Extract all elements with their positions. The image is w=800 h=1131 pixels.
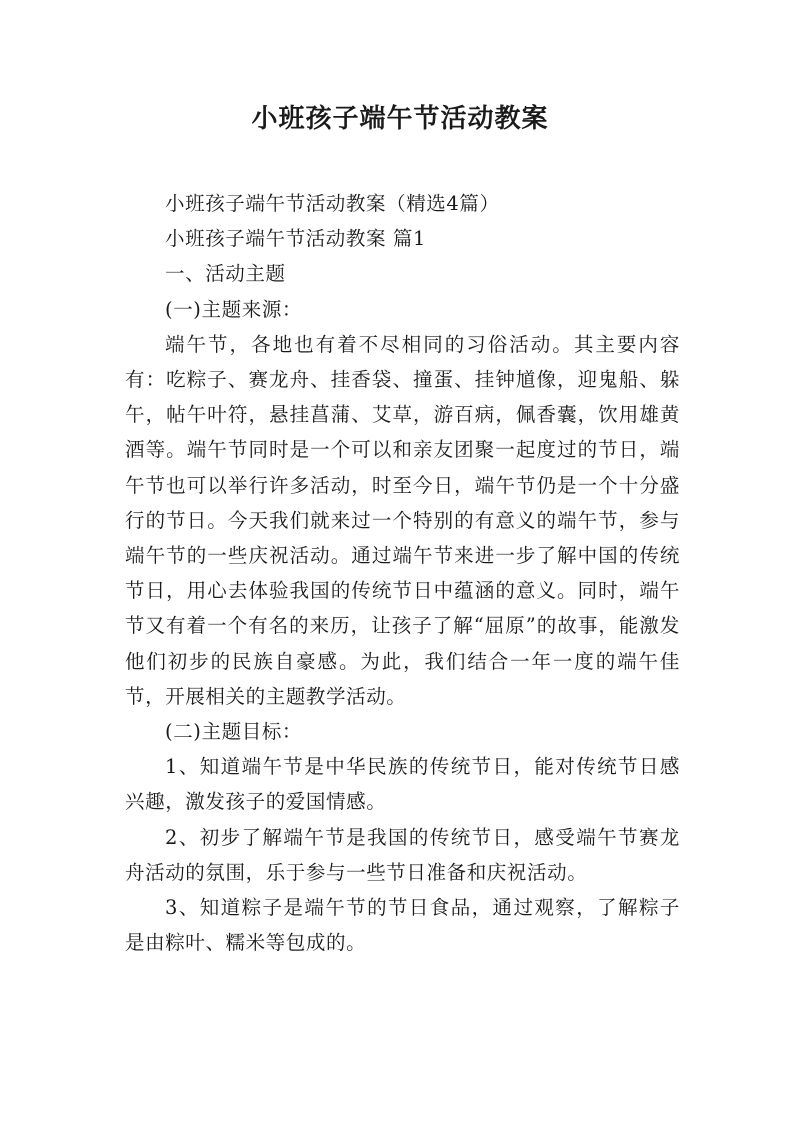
heading-theme-goals: (二)主题目标： — [165, 720, 303, 744]
section-heading-paragraph: 小班孩子端午节活动教案 篇1 — [165, 227, 427, 251]
goal-item-2: 2、初步了解端午节是我国的传统节日，感受端午节赛龙舟活动的氛围，乐于参与一些节日准备和庆祝活动。 — [125, 825, 680, 884]
subtitle-paragraph: 小班孩子端午节活动教案（精选4篇） — [165, 192, 500, 215]
body-paragraph-dragon-boat: 端午节，各地也有着不尽相同的习俗活动。其主要内容有：吃粽子、赛龙舟、挂香袋、撞蛋、挂钟馗像，迎鬼船、躲午，帖午叶符，悬挂菖蒲、艾草，游百病，佩香囊，饮用雄黄酒等。端午节同时是一个可以和亲友团聚一起度过的节日，端午节也可以举行许多活动，时至今日，端午节仍是一个十分盛行的节日。今天我们就来过一个特别的有意义的端午节，参与端午节的一些庆祝活动。通过端午节来进一步了解中国的传统节日，用心去体验我国的传统节日中蕴涵的意义。同时，端午节又有着一个有名的来历，让孩子了解“屈原”的故事，能激发他们初步的民族自豪感。为此，我们结合一年一度的端午佳节，开展相关的主题教学活动。 — [125, 332, 680, 708]
document-title: 小班孩子端午节活动教案 — [251, 104, 549, 134]
goal-item-1: 1、知道端午节是中华民族的传统节日，能对传统节日感兴趣，激发孩子的爱国情感。 — [125, 755, 680, 814]
heading-theme-source: (一)主题来源： — [165, 297, 303, 321]
goal-item-3: 3、知道粽子是端午节的节日食品，通过观察，了解粽子是由粽叶、糯米等包成的。 — [125, 896, 680, 955]
document-body — [125, 186, 680, 960]
heading-activity-theme: 一、活动主题 — [165, 262, 286, 286]
